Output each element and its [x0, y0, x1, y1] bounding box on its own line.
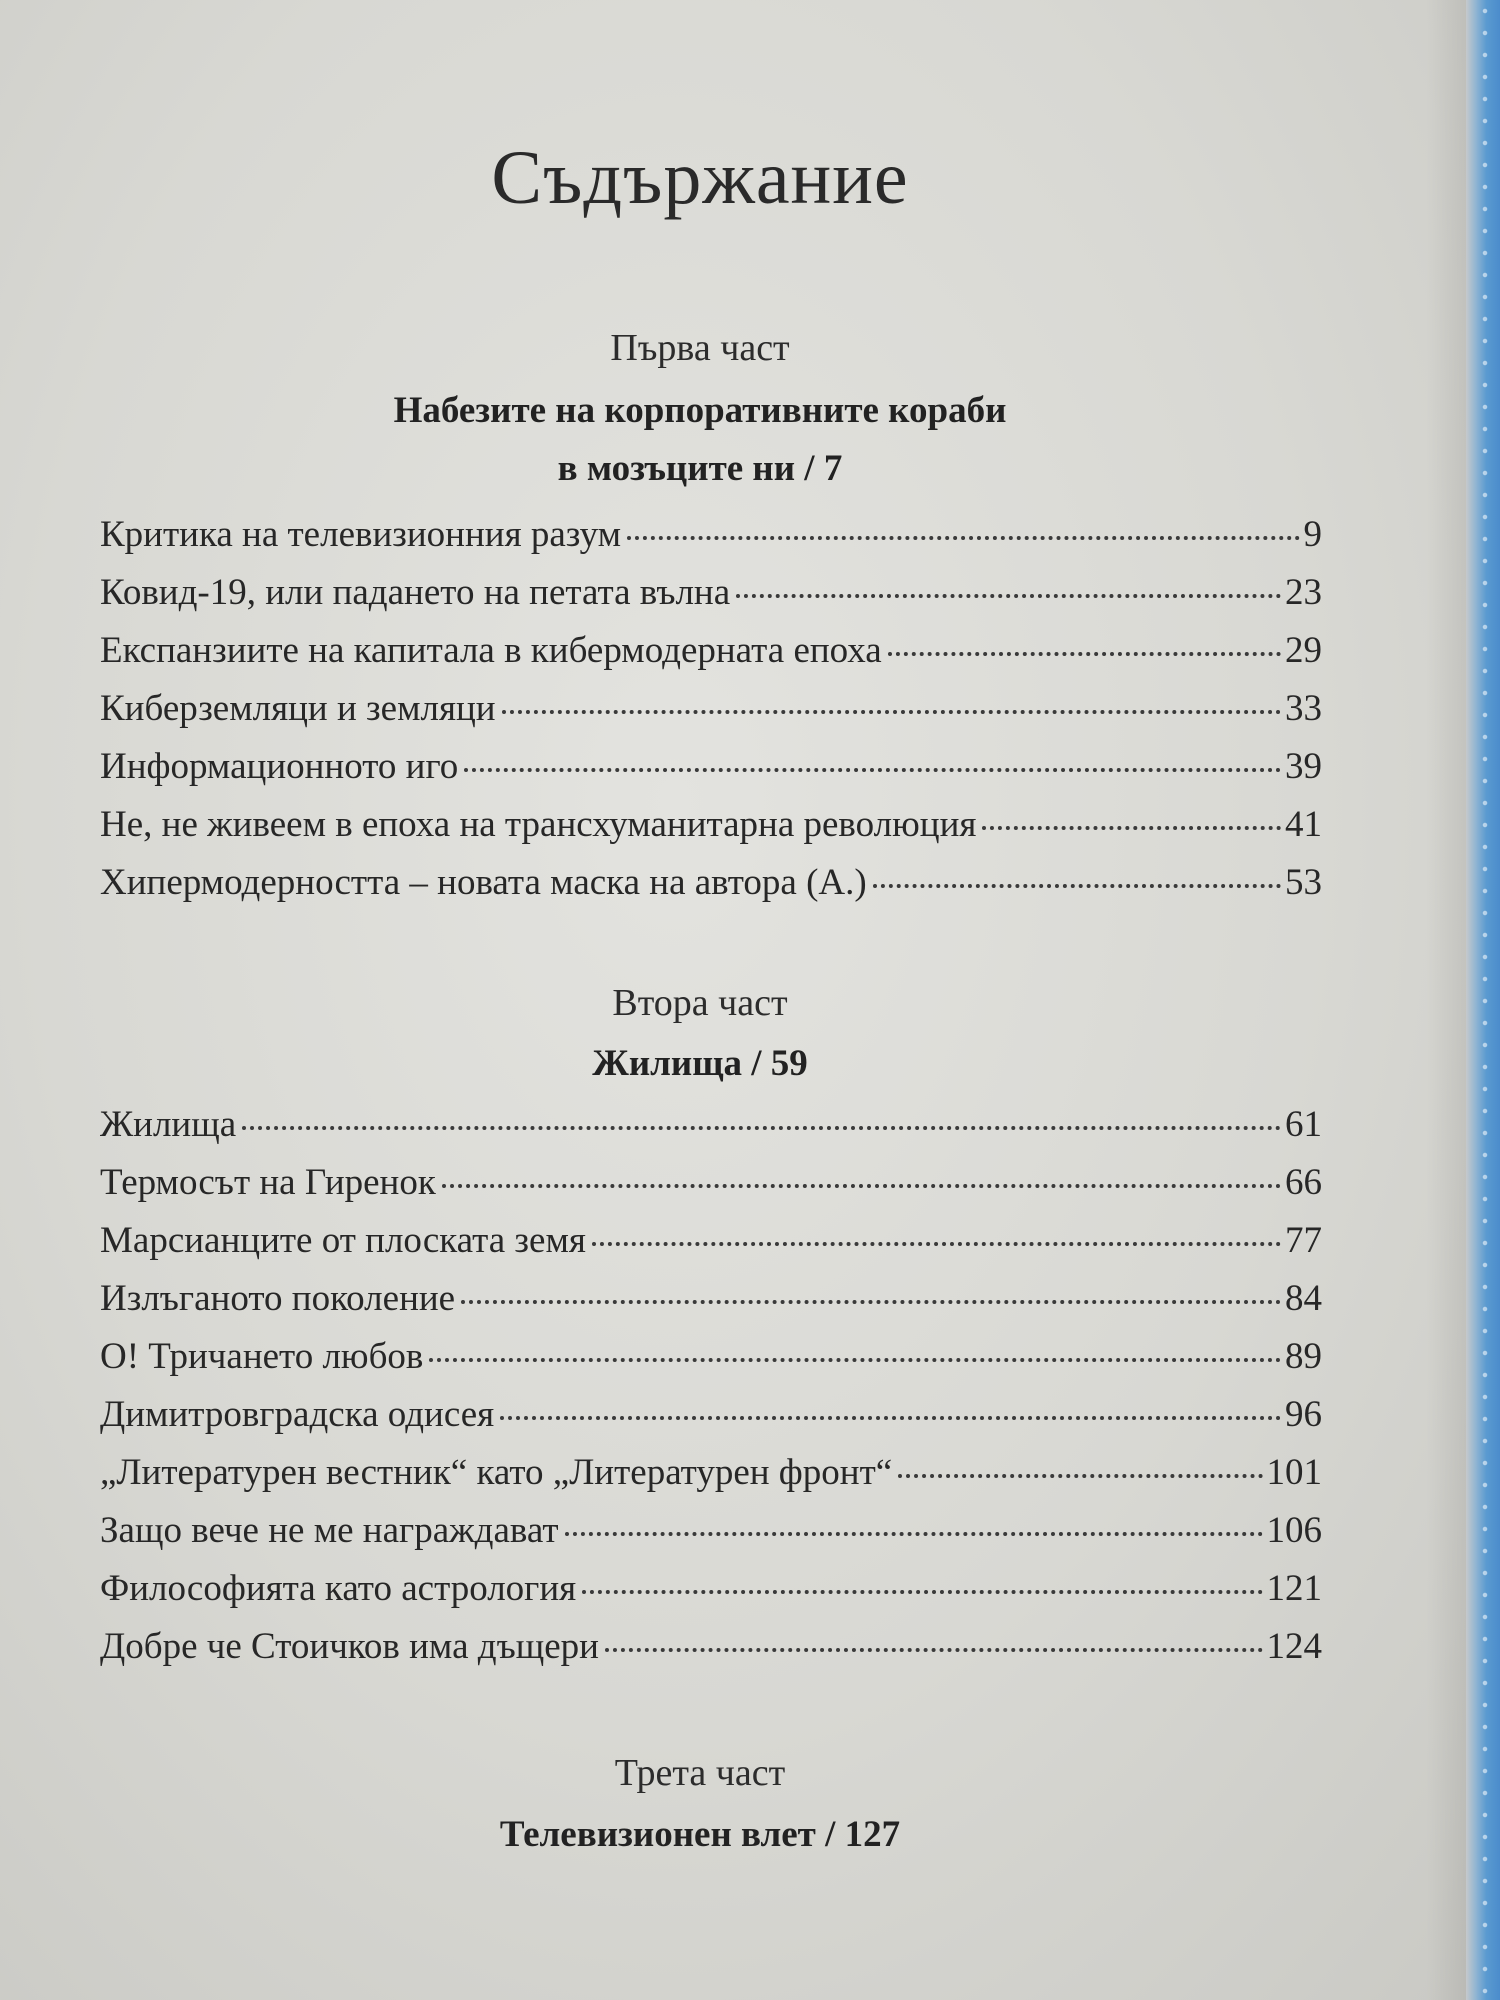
toc-entry-page: 89	[1285, 1336, 1322, 1377]
part-label: Трета част	[614, 1752, 786, 1794]
toc-entry-page: 23	[1285, 572, 1322, 613]
toc-entry-title: „Литературен вестник“ като „Литературен фронт“	[100, 1452, 893, 1493]
part-label: Първа част	[610, 327, 790, 369]
toc-entry	[100, 1625, 1322, 1683]
toc-entry-title: Хипермодерността – новата маска на автора (А.)	[100, 862, 867, 903]
toc-entry	[100, 745, 1322, 803]
toc-entry	[100, 1509, 1322, 1567]
toc-list	[100, 513, 1322, 919]
dot-leader	[736, 594, 1281, 598]
toc-entry-title: Ковид-19, или падането на петата вълна	[100, 572, 731, 613]
toc-entry-title: О! Тричането любов	[100, 1336, 424, 1377]
toc-entry-page: 96	[1285, 1394, 1322, 1435]
toc-entry-title: Димитровградска одисея	[100, 1394, 495, 1435]
toc-entry-page: 29	[1285, 630, 1322, 671]
toc-entry-title: Експанзиите на капитала в кибермодерната епоха	[100, 630, 882, 671]
toc-entry-page: 41	[1285, 804, 1322, 845]
dot-leader	[582, 1590, 1262, 1594]
dot-leader	[442, 1184, 1281, 1188]
cover-pattern	[1476, 0, 1494, 2000]
toc-entry-title: Критика на телевизионния разум	[100, 514, 622, 555]
toc-entry	[100, 1393, 1322, 1451]
dot-leader	[565, 1532, 1263, 1536]
toc-entry	[100, 687, 1322, 745]
toc-entry-page: 124	[1266, 1626, 1322, 1667]
dot-leader	[464, 768, 1281, 772]
toc-entry-title: Не, не живеем в епоха на трансхуманитарна революция	[100, 804, 977, 845]
toc-entry	[100, 1103, 1322, 1161]
toc-entry	[100, 629, 1322, 687]
toc-entry	[100, 1161, 1322, 1219]
toc-entry-title: Термосът на Гиренок	[100, 1162, 436, 1203]
part-label: Втора част	[612, 982, 788, 1024]
part-title-line: Телевизионен влет / 127	[499, 1814, 901, 1855]
toc-entry-page: 106	[1266, 1510, 1322, 1551]
toc-list	[100, 1103, 1322, 1683]
page-title: Съдържание	[491, 136, 909, 220]
toc-entry-page: 39	[1285, 746, 1322, 787]
dot-leader	[605, 1648, 1263, 1652]
toc-entry	[100, 803, 1322, 861]
dot-leader	[461, 1300, 1281, 1304]
dot-leader	[592, 1242, 1281, 1246]
toc-entry-title: Марсианците от плоската земя	[100, 1220, 586, 1261]
toc-entry-page: 121	[1266, 1568, 1322, 1609]
toc-entry-page: 66	[1285, 1162, 1322, 1203]
dot-leader	[429, 1358, 1281, 1362]
toc-entry-title: Информационното иго	[100, 746, 459, 787]
toc-entry	[100, 1451, 1322, 1509]
dot-leader	[627, 536, 1299, 540]
toc-entry-page: 101	[1266, 1452, 1322, 1493]
toc-entry-page: 77	[1285, 1220, 1322, 1261]
toc-entry-page: 53	[1285, 862, 1322, 903]
dot-leader	[242, 1126, 1281, 1130]
dot-leader	[873, 884, 1281, 888]
part-title-line: в мозъците ни / 7	[557, 448, 843, 489]
toc-entry	[100, 1567, 1322, 1625]
toc-entry-title: Защо вече не ме награждават	[100, 1510, 559, 1551]
dot-leader	[500, 1416, 1281, 1420]
dot-leader	[888, 652, 1281, 656]
toc-entry	[100, 1219, 1322, 1277]
toc-entry-page: 84	[1285, 1278, 1322, 1319]
toc-entry-page: 61	[1285, 1104, 1322, 1145]
toc-entry-page: 9	[1303, 514, 1322, 555]
part-title-line: Жилища / 59	[592, 1043, 808, 1084]
toc-entry	[100, 861, 1322, 919]
toc-entry	[100, 1277, 1322, 1335]
part-title-line: Набезите на корпоративните кораби	[393, 390, 1007, 431]
book-cover-edge	[1466, 0, 1500, 2000]
toc-entry	[100, 1335, 1322, 1393]
dot-leader	[982, 826, 1281, 830]
toc-entry-title: Философията като астрология	[100, 1568, 577, 1609]
toc-entry	[100, 571, 1322, 629]
toc-entry-title: Жилища	[100, 1104, 237, 1145]
toc-entry-page: 33	[1285, 688, 1322, 729]
dot-leader	[502, 710, 1281, 714]
toc-entry-title: Добре че Стоичков има дъщери	[100, 1626, 599, 1667]
toc-entry-title: Киберземляци и земляци	[100, 688, 496, 729]
toc-entry	[100, 513, 1322, 571]
page-edge-shadow	[1426, 0, 1466, 2000]
toc-entry-title: Излъганото поколение	[100, 1278, 456, 1319]
dot-leader	[898, 1474, 1262, 1478]
